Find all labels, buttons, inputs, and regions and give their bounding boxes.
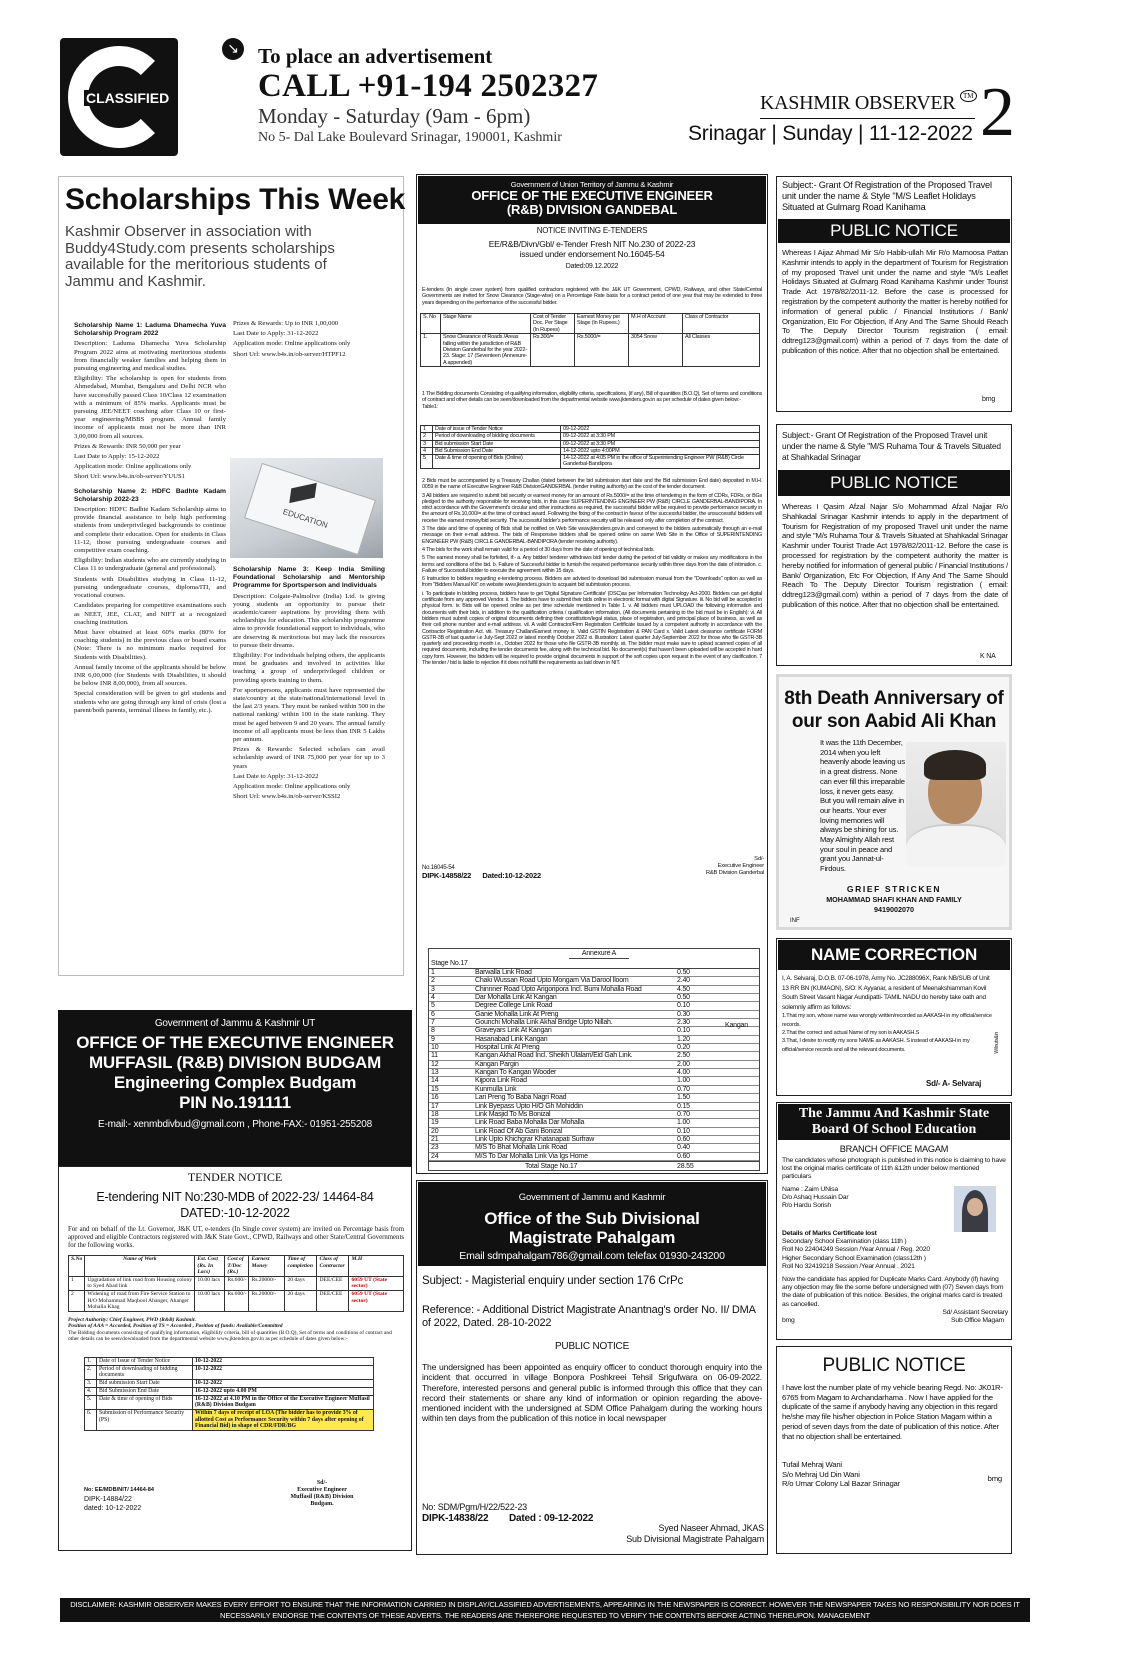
- gandebal-dates-table: [420, 425, 760, 469]
- masthead: [760, 92, 980, 114]
- annexure-row: 20 Link Road Of Ab Gani Bonizal 0.10: [429, 1128, 759, 1136]
- pahalgam-subject: Subject: - Magisterial enquiry under section 176 CrPc: [422, 1275, 684, 1287]
- scholarship-3-eligibility: Eligibility: For individuals helping others, the applicants must be graduates and involved in activities like teaching a group of underprivileged children or providing sports training to them.: [233, 652, 385, 684]
- th-mh: M.H: [349, 1256, 404, 1277]
- budgam-nit: E-tendering NIT No:230-MDB of 2022-23/ 14464-84: [96, 1190, 374, 1204]
- th-time: Time of completion: [285, 1256, 317, 1277]
- pn3-body: I have lost the number plate of my vehicle bearing Regd. No: JK01R- 6765 from Magam to Archandarhama . Now I have applied for the duplicate of the same if anybody having any objection in this regard he/she may file his/her objection in Police Station Magam within a period of seven days from the date of publication of this notice. After that no objection shall be entertained.: [782, 1383, 1003, 1441]
- annexure-row: 9 Hasanabad Link Kangan 1.20: [429, 1036, 759, 1044]
- pahalgam-body: The undersigned has been appointed as enquiry officer to conduct thorough enquiry into the incident that occurred in village Bonpora Poshkreei Tehsil Srigufwara on 06-09-2022. Therefore, interested persons and general public is informed through this office that they can record their statements or share any kind of information or opinion regarding the above-mentioned incident with the undersigned at SDM Office Pahalgam during the working hours within ten days from the publication of this notice in local newspaper: [422, 1362, 762, 1424]
- jkbose-title: The Jammu And Kashmir State Board Of School Education: [778, 1104, 1010, 1140]
- public-notice-3: [776, 1346, 1012, 1554]
- pn2-title: PUBLIC NOTICE: [778, 470, 1010, 496]
- office-address: No 5- Dal Lake Boulevard Srinagar, 190001, Kashmir: [258, 130, 562, 145]
- scholarship-1-eligibility: Eligibility: The scholarship is open for students from Ahmedabad, Mumbai, Bengaluru and Delhi NCR who have successfully passed Class 10/Class 12 examination with a minimum of 85% marks. Applicants must be pursuing JEE/NEET coaching after Class 10 or first-year engineering/MBBS program. Annual family income of applicants must not be more than INR 3,00,000 from all sources.: [74, 375, 226, 440]
- pn1-subject: Subject:- Grant Of Registration of the Proposed Travel unit under the name & Style "M/S Leaflet Holidays Situated at Gulmarg Road Kanihama: [782, 180, 992, 212]
- scholarship-3-mode: Application mode: Online applications only: [233, 783, 351, 791]
- pn2-subject: Subject:- Grant Of Registration of the Proposed Travel unit under the name & Style "M/S Ruhama Tour & Travels Situated at Shahkadal Srinagar: [782, 430, 1001, 462]
- grief-phone: 9419002070: [874, 905, 914, 914]
- arrow-icon: ↘: [222, 38, 244, 60]
- table-row: 1. Snow Clearance of Roads /Areas falling within the jurisdiction of R&B Division Ganderbal for the year 2022-23. Stage: 17 (Seventeen (Annexure-A appended) Rs.300/= Rs.5000/= 3054 Snow All Classes: [421, 334, 760, 367]
- scholarship-2-prize: Prizes & Rewards: Up to INR 1,00,000: [233, 320, 339, 327]
- budgam-authority: Project Authority: Chief Engineer, PWD (R&B) Kashmir. Position of AAA = Accorded, Position of TS = Accorded , Position of funds: Available/Committed The Bidding documents consisting of qualifying information, eligibility criteria, bill of quantities (B.O.Q), Set of terms and conditions of contract and other details can be seen/downloaded from the departmental website www.jktenders.gov.in as per schedule of dates given below:-: [68, 1317, 392, 1342]
- name-correction-title: NAME CORRECTION: [778, 940, 1010, 970]
- education-label: EDUCATION: [281, 507, 329, 530]
- annexure-area: Kangan: [725, 1022, 748, 1029]
- table-row: 2 Widening of road from Fire Service Station to H/O Mohammad Maqbool Ahanger, Ahanger Mohalla Khag 10.00 lacs Rs.600/- Rs.20000/- 20 days DEE/CEE 6059 UT (State sector): [69, 1290, 404, 1311]
- jkbose-branch: BRANCH OFFICE MAGAM: [839, 1144, 949, 1154]
- budgam-refs: No: EE/MDB/NIT/ 14464-84 DIPK-14884/22 dated: 10-12-2022: [84, 1487, 154, 1512]
- budgam-gov: Government of Jammu & Kashmir UT: [154, 1018, 316, 1029]
- table-row: 4. Bid Submission End Date 16-12-2022 upto 4.00 PM: [85, 1387, 374, 1395]
- gandebal-paras: 2 Bids must be accompanied by a Treasury Challan (dated between the bid submission start date and the Bid submission End date) deposited in M.H. 0059 in the name of Executive Engineer R&B DivisionGANDERBAL (tender inviting authority) as the cost of the tender document. 3 All bidders are required to submit bid security or earnest money for an amount of Rs.5000/= at the time of tendering in the form of CDRs, FDRs, or BGs pledged to the authority responsible for receiving bids, in this case SUPERINTENDING ENGINEER PW (R&B) CIRCLE GANDERBAL-BANDIPORA. In strict accordance with the Government's circular and other instructions as required, the successful bidder will be required to provide performance security in the amount of Rs.10,000/= at the time of contract award. Following the fixing of the contract in favour of the successful bidder, the unsuccessful bidders will receive the earnest money/bid security. The successful bidder's performance security will be released only after completion of the contract. 3 The date and time of opening of Bids shall be notified on Web Site www.jktenders.gov.in and conveyed to the bidders automatically through an e-mail message on their e-mail address. The bids of Responsive bidders shall be opened online on same Web Site in the Office of SUPERINTENDING ENGINEER PW (R&B) CIRCLE GANDERBAL-BANDIPORA (tender receiving authority). 4 The bids for the work shall remain valid for a period of 30 days from the date of opening of technical bids. 5 The earnest money shall be forfeited, if:- a. Any bidder/ tenderer withdraws bid/ tender during the period of bid validity or makes any modifications in the terms and conditions of the bid. b. Failure of Successful bidder to furnish the required performance security within three days from the date of intimation. c. Failure of Successful bidder to execute the agreement within 15 days. 6 Instruction to bidders regarding e-tendering process. Bidders are advised to download bid submission manual from the "Downloads" option as well as from "Bidders Manual Kit" on website www.jktenders.gov.in to acquaint bid submission process. i. To participate in bidding process, bidders have to get 'Digital Signature Certificate' (DSC)as per Information Technology Act-2000. Bidders can get digital certificate from any approved Vendor. ii. The bidders have to submit their bids online in electronic format with digital Signature. iii. No bid will be accepted in physical form. iv. Bids will be opened online as per time schedule mentioned in Table 1. v. All bidders must UPLOAD the following information and documents with their bids, in addition to the qualification criteria / qualification information, (All documents pertaining to the bid must be in English): vi. All bidders must submit copies of original documents defining their constitution/legal status, place of registration, and principal place of business, as well as their cell phone number and e-mail address. vii. A valid Contractor/Firm Registration Certificate issued by a competent authority in accordance with the Contractor Registration Act. viii. Treasury Challan/Earnest money ix. Valid GSTIN Registration & PAN Card x. Valid Latest clearance certificate FORM GSTR-3B of last quarter i.e July-Sept 2022 or latest monthly October 2022 xi. Illustration: Latest quarter July-September 2022 for those who file GSTR-3B quarterly and proceeding month i.e., October 2022 for those who file GSTR-3B monthly. xii. The bidder must make sure to upload scanned copies of all required documents, including the tender documents fee, along with the technical bid. No document(s) that haven't been uploaded will be accepted in hard copy form. However, the bidders will be required to provide original documents in support of the soft copies upon request in the event of any clarification. 7 The tender / bid is liable to rejection if it does not fulfill the requirements as laid down in NIT.: [422, 478, 762, 667]
- th-class: Class of Contractor: [317, 1256, 349, 1277]
- paper-name: KASHMIR OBSERVER: [760, 92, 956, 114]
- grief-stricken: GRIEF STRICKEN: [846, 884, 942, 894]
- annexure-row: 19 Link Road Baba Mohalla Dar Mohalla 1.00: [429, 1119, 759, 1127]
- jkbose-candidate: Name : Zaim UNisa D/o Ashaq Hussain Dar R/o Hardu Sorish: [782, 1186, 849, 1210]
- scholarship-2-income: Annual family income of the applicants should be below INR 6,00,000 (for Students with Disabilities, it should be below INR 8,00,000), from all sources.: [74, 663, 226, 688]
- pahalgam-signature: Syed Naseer Ahmad, JKAS Sub Divisional Magistrate Pahalgam: [626, 1523, 764, 1544]
- scholarship-column-2a: [233, 320, 385, 361]
- jkbose-body: Now the candidate has applied for Duplicate Marks Card. Anybody (if) having any objection may file the some before undersigned with (07) Seven days from the date of publication of this notice. Besides, the original marks card is treated as cancelled.: [782, 1276, 1004, 1308]
- table-row: 2 Period of downloading of bidding documents 09-12-2022 at 3:30 PM: [421, 433, 760, 440]
- annexure-row: 6 Ganie Mohalla Link At Preng 0.30: [429, 1011, 759, 1019]
- table-row: 3. Bid submission Start Date 10-12-2022: [85, 1380, 374, 1388]
- grief-family: MOHAMMAD SHAFI KHAN AND FAMILY: [826, 895, 962, 904]
- annexure-row: 1 Barwalla Link Road 0.50: [429, 969, 759, 977]
- annexure-row: 21 Link Upto Khichgrar Khatanapati Surfraw 0.60: [429, 1136, 759, 1144]
- jkbose-intro: The candidates whose photograph is published in this notice is claiming to have lost the original marks certificate of 11th &12th under below mentioned particulars: [782, 1157, 1006, 1181]
- call-number: CALL +91-194 2502327: [258, 68, 599, 104]
- page-number: 2: [980, 74, 1015, 151]
- budgam-signature: Sd/- Executive Engineer Muffasil (R&B) Division Budgam.: [290, 1480, 354, 1507]
- th-work: Name of Work: [85, 1256, 195, 1277]
- pahalgam-refs: No: SDM/Pgm/H/22/522-23 DIPK-14838/22 Dated : 09-12-2022: [422, 1502, 594, 1524]
- annexure-rows: [429, 969, 759, 1161]
- name-correction-signature: Sd/- A- Selvaraj: [926, 1079, 982, 1088]
- pn1-tag: bmg: [982, 396, 996, 403]
- annexure-row: 18 Link Masjid To Ms Bonizal 0.70: [429, 1111, 759, 1119]
- dateline: Srinagar | Sunday | 11-12-2022: [688, 122, 973, 145]
- annexure-stage: Stage No.17: [429, 959, 759, 969]
- scholarship-1-url[interactable]: Short Url: www.b4s.in/ob-server/YUUS1: [74, 473, 186, 481]
- pn1-body: Whereas I Aijaz Ahmad Mir S/o Habib-ullah Mir R/o Mamoosa Pattan Kashmir intends to apply in the department of Tourism for Registration of my proposed Travel unit under the name and style "M/s Leaflet Holidays Situated at Gulmarg Road Kanihama Kashmir under Tourist Trade Act 1978/82/2011-12. Before the case is processed for registration by the competent authority the matter is hereby notified for information of general public / Financial Institutions / Bank/ Organization, Etc For Objection, If Any And The Same Should Reach To The Deputy Director Tourism registration ( email: ddtreg123@gmail.com) within a period of 7 days from the date of publication of this notice. After that no objection shall be entertained.: [782, 248, 1008, 355]
- annexure-row: 12 Kangan Pargin 2.00: [429, 1061, 759, 1069]
- pahalgam-header: Government of Jammu and Kashmir Office of the Sub Divisional Magistrate Pahalgam: [418, 1182, 766, 1266]
- annexure-row: 15 Kunmulla Link 0.70: [429, 1086, 759, 1094]
- annexure-row: 8 Graveyars Link At Kangan 0.10: [429, 1027, 759, 1035]
- table-row: 5. Date & time of opening of Bids 16-12-2022 at 4.10 PM in the Office of the Executive Engineer Muffasil (R&B) Division Budgam: [85, 1395, 374, 1409]
- gandebal-titles: NOTICE INVITING E-TENDERS EE/R&B/Divn/Gbl/ e-Tender Fresh NIT No.230 of 2022-23 issued under endorsement No.16045-54 Dated:09.12.2022: [488, 226, 696, 270]
- pahalgam-reference: Reference: - Additional District Magistrate Anantnag's order No. II/ DMA of 2022, Dated. 28-10-2022: [422, 1304, 756, 1329]
- portrait-photo: [906, 742, 1006, 866]
- table-row: 5 Date & time of opening of Bids (Online) 14-12-2022 at 4:05 PM in the office of Superintending Engineer PW (R&B) Circle Ganderbal-Bandipora: [421, 455, 760, 469]
- annexure-row: 7 Gounchi Mohalla Link Akhal Bridge Upto Nillah. 2.30: [429, 1019, 759, 1027]
- table-row: 6. Submission of Performance Security (PS) Within 7 days of receipt of LOA (The bidder has to provide 3% of allotted Cost as Performance Security within 7 days after opening of Financial Bid) in shape of CDR/FDR/BG: [85, 1409, 374, 1430]
- disclaimer: DISCLAIMER: KASHMIR OBSERVER MAKES EVERY EFFORT TO ENSURE THAT THE INFORMATION CARRIED IN DISPLAY/CLASSIFIED ADVERTISEMENTS, APPEARING IN THE NEWSPAPER IS CORRECT. HOWEVER THE NEWSPAPER TAKES NO RESPONSIBILITY NOR DOES IT NECESSARILY ENDORSE THE CONTENTS OF THESE ADVERTS. THE READERS ARE THEREFORE REQUESTED TO VERIFY THE CONTENTS BEFORE ACTING THEREUPON. MANAGEMENT: [60, 1598, 1030, 1622]
- annexure-row: 23 M/S To Bhat Mohalla Link Road 0.40: [429, 1144, 759, 1152]
- scholarship-2-disabilities: Students with Disabilities studying in Class 11-12, pursuing undergraduate courses, diploma/ITI, and vocational courses.: [74, 575, 226, 600]
- scholarship-3-title: Scholarship Name 3: Keep India Smiling Foundational Scholarship and Mentorship Programme for Sportsperson and Individuals: [233, 566, 385, 590]
- scholarships-intro: Kashmir Observer in association with Buddy4Study.com presents scholarships available for the meritorious students of Jammu and Kashmir.: [65, 223, 335, 290]
- scholarship-2-eligibility: Eligibility: Indian students who are currently studying in Class 11 to undergraduate (general and professional).: [74, 557, 226, 573]
- table-row: 1. Date of Issue of Tender Notice 10-12-2022: [85, 1358, 374, 1366]
- scholarship-column-2b: [233, 566, 385, 803]
- annexure-total: Total Stage No.17 28.55: [429, 1161, 759, 1170]
- death-tag: INF: [790, 918, 800, 924]
- annexure-row: 14 Kijpora Link Road 1.00: [429, 1077, 759, 1085]
- scholarship-2-date: Last Date to Apply: 31-12-2022: [233, 330, 319, 338]
- annexure-row: 17 Link Byepass Upto H/O Gh Mohiddin 0.15: [429, 1103, 759, 1111]
- table-row: 4 Bid Submission End Date 14-12-2022 upto 4:00PM: [421, 447, 760, 454]
- candidate-photo: [954, 1186, 996, 1232]
- name-correction-side: Wilnuts&in: [994, 1032, 1000, 1054]
- scholarship-1-date: Last Date to Apply: 15-12-2022: [74, 453, 160, 461]
- gandebal-header: Government of Union Territory of Jammu & Kashmir OFFICE OF THE EXECUTIVE ENGINEER (R&B) DIVISION GANDEBAL: [418, 176, 766, 224]
- pn3-title: PUBLIC NOTICE: [822, 1355, 966, 1376]
- pahalgam-public: PUBLIC NOTICE: [554, 1341, 630, 1352]
- trademark: TM: [960, 90, 977, 102]
- scholarship-2-competitive: Candidates preparing for competitive examinations such as NEET, JEE, CLAT, and NIFT at a recognized coaching institution.: [74, 602, 226, 626]
- budgam-pin: PIN No.191111: [179, 1093, 291, 1112]
- scholarship-3-prize: Prizes & Rewards: Selected scholars can avail scholarship award of INR 75,000 per year for up to 3 years: [233, 746, 385, 770]
- budgam-header: [58, 1010, 412, 1166]
- annexure-row: 16 Lari Preng To Baba Nagri Road 1.50: [429, 1094, 759, 1102]
- budgam-dates-table: [84, 1357, 374, 1431]
- scholarship-2-marks: Must have obtained at least 60% marks (80% for coaching students) in the previous class or board exams (Note: There is no minimum marks required for Students with Disabilities).: [74, 628, 226, 661]
- pn3-names: Tufail Mehraj Wani S/o Mehraj Ud Din Wani bmg R/o Umar Colony Lal Bazar Srinagar: [782, 1460, 1002, 1489]
- gandebal-intro: E-tenders (In single cover system) from qualified contractors registered with the J&K UT Government, CPWD, Railways, and other State/Central Governments are invited for Snow Clearance (Stage-wise) on a Percentage Rate basis for a contract period of one year that may be extended to three years depending on the performance of the successful bidder.: [422, 287, 762, 306]
- scholarship-1-prize: Prizes & Rewards: INR 50,000 per year: [74, 442, 181, 450]
- scholarship-2-mode: Application mode: Online applications only: [233, 340, 351, 348]
- annexure-row: 13 Kangan To Kangan Wooder 4.00: [429, 1069, 759, 1077]
- budgam-works-table: [68, 1255, 404, 1312]
- scholarship-2-desc: Description: HDFC Badhte Kadam Scholarship aims to provide financial assistance to help high performing students from underprivileged backgrounds to continue and complete their education. Open for students in Class 11-12, those pursuing undergraduate courses and competitive exam coaching.: [74, 506, 226, 555]
- th-earnest: Earnest Money: [249, 1256, 285, 1277]
- annexure-row: 11 Kangan Akhal Road Incl. Sheikh Ulalam/Eid Gah Link. 2.50: [429, 1052, 759, 1060]
- annexure-panel: [428, 948, 760, 1171]
- budgam-office-2: MUFFASIL (R&B) DIVISION BUDGAM: [88, 1053, 382, 1072]
- table-row: 2. Period of downloading of bidding documents 10-12-2022: [85, 1365, 374, 1379]
- office-hours: Monday - Saturday (9am - 6pm): [258, 104, 531, 128]
- scholarship-2-special: Special consideration will be given to girl students and students who are going through any kind of crisis (lost a parent/both parents, terminal illness in family, etc.).: [74, 690, 226, 714]
- annexure-row: 10 Hospital Link At Preng 0.20: [429, 1044, 759, 1052]
- gandebal-para-1: 1 The Bidding documents Consisting of qualifying information, eligibility criteria, specifications, (if any), Bill of quantities (B.O.Q), Set of terms and conditions of contract and other details can be seen/downloaded from the departmental website www.jktenders.gov.in as per schedule of dates given below:- Table1:: [422, 391, 762, 410]
- scholarship-3-url[interactable]: Short Url: www.b4s.in/ob-server/KSSI2: [233, 793, 341, 801]
- pn2-body: Whereas I Qasim Afzal Najar S/o Mohammad Afzal Najjar R/o Shahkadal Srinagar Kashmir intends to apply in the department of Tourism for Registration of my proposed Travel unit under the name and style "M/s Ruhama Tour & Travels Situated at Shahkadal Srinagar Kashmir under Tourist Trade Act 1978/82/2011-12. Before the case is processed for registration by the competent authority the matter is hereby notified for information of general public / Financial Institutions / Bank/ Organization, Etc For Objection, If Any And The Same Should Reach To The Deputy Director Tourism registration ( email: ddtreg123@gmail.com) within a period of 7 days from the date of publication of this notice. After that no objection shall be entertained.: [782, 502, 1008, 609]
- scholarship-3-desc: Description: Colgate-Palmolive (India) Ltd. is giving young students an opportunity to pursue their academic/career aspirations by providing them with scholarships for education. This scholarship programme aims to provide foundational support to individuals, who are deserving & meritorious but may lack the resources to pursue their dreams.: [233, 592, 385, 649]
- classified-label: CLASSIFIED: [86, 90, 170, 106]
- death-title-2: our son Aabid Ali Khan: [791, 711, 997, 732]
- scholarship-2-title: Scholarship Name 2: HDFC Badhte Kadam Scholarship 2022-23: [74, 487, 226, 503]
- gandebal-stage-table: S. No Stage Name Cost of Tender Doc. Per Stage (In Rupees) Earnest Money per Stage (In Rupees.) M.H of Account Class of Contractor 1. Snow Clearance of Roads /Areas falling within the jurisdiction of R&B Division Ganderbal for the year 2022-23. Stage: 17 (Seventeen (Annexure-A appended) Rs.300/= Rs.5000/= 3054 Snow All Classes: [420, 313, 760, 367]
- place-ad-text: To place an advertisement: [258, 44, 493, 68]
- th-sno: S.No: [69, 1256, 85, 1277]
- pahalgam-email[interactable]: Email sdmpahalgam786@gmail.com telefax 01930-243200: [459, 1250, 725, 1262]
- th-tdoc: Cost of T/Doc (Rs.): [225, 1256, 249, 1277]
- scholarship-2-url[interactable]: Short Url: www.b4s.in/ob-server/HTPF12: [233, 350, 346, 358]
- name-correction-body: I, A. Selvaraj, D.O.B. 07-06-1978, Army No. JC288096X, Rank NB/SUB of Unit 13 RR BN (KUMAON), S/O: K Ayyanar, a resident of Meenakshiamman Kovil South Street Vasant Nagar Aundipatti- TAMIL NADU do hereby take oath and solemnly affirm as follows: 1.That my son, whose name was wrongly written/recorded as AAKASH in my official/service records. 2.That the correct and actual Name of my son is AAKASH.S 3.That, I desire to rectify my sons NAME as AAKASH. S instead of AAKASH in my official/service records and all the relevant documents.: [782, 975, 992, 1053]
- pn2-tag: K NA: [980, 653, 996, 660]
- scholarship-column-1: [74, 322, 226, 717]
- annexure-row: 3 Chinnner Road Upto Arigoripora Incl. Bumi Mohalla Road 4.50: [429, 986, 759, 994]
- th-cost: Est. Cost (Rs. In Lacs): [195, 1256, 225, 1277]
- budgam-tender-title: TENDER NOTICE: [187, 1170, 283, 1184]
- pn1-title: PUBLIC NOTICE: [778, 219, 1010, 243]
- gandebal-signature: Sd/- Executive Engineer R&B Division Ganderbal: [705, 856, 764, 876]
- budgam-email[interactable]: E-mail:- xenmbdivbud@gmail.com , Phone-FAX:- 01951-255208: [98, 1119, 372, 1130]
- death-body: It was the 11th December, 2014 when you left heavenly abode leaving us in a great distress. None can ever fill this irreparable loss, it never gets easy. But you will remain alive in our hearts. Your ever loving memories will always be shining for us. May Almighty Allah rest your soul in peace and grant you Jannat-ul-Firdous.: [820, 738, 905, 874]
- death-title-1: 8th Death Anniversary of: [784, 688, 1004, 709]
- annexure-row: 5 Degree College Link Road 0.10: [429, 1002, 759, 1010]
- budgam-intro: For and on behalf of the Lt. Governor, J&K UT, e-tenders (In Single cover system) are invited on Percentage basis from approved and eligible Contractors registered with J&K State Govt., CPWD, Railways and other State/Central Governments for the following works.: [68, 1226, 404, 1250]
- scholarships-title: Scholarships This Week: [65, 183, 406, 216]
- education-keyboard-image: [230, 458, 383, 558]
- annexure-row: 4 Dar Mohalla Link At Kangan 0.50: [429, 994, 759, 1002]
- scholarship-3-sports: For sportspersons, applicants must have represented the state/country at the state/national/international level in the last 2/3 years. They must be ranked within 500 in the national ranking/ within 100 in the state ranking. They must be aged between 9 and 20 years. The annual family income of all applicants must be less than INR 5 Lakhs per annum.: [233, 686, 385, 744]
- annexure-row: 2 Chaki Wussan Road Upto Mongam Via Darool lloom 2.40: [429, 977, 759, 985]
- budgam-office-3: Engineering Complex Budgam: [113, 1073, 357, 1092]
- table-row: 1 Upgradation of link road from Housing colony to Syed Abad link 10.00 lacs Rs.600/- Rs.20000/- 20 days DEE/CEE 6059 UT (State sector): [69, 1276, 404, 1290]
- budgam-dated: DATED:-10-12-2022: [180, 1206, 290, 1220]
- jkbose-details: Details of Marks Certificate lost Secondary School Examination (class 11th ) Roll No 22404249 Session /Year Annual / Reg. 2020 Higher Secondary School Examination (class12th ) Roll No 32419218 Session /Year Annual . 2021: [782, 1230, 930, 1270]
- jkbose-signature: Sd/ Assistant Secretary bmg Sub Office Magam: [782, 1309, 1008, 1325]
- scholarship-1-mode: Application mode: Online applications only: [74, 463, 192, 471]
- classified-logo: [60, 38, 178, 156]
- scholarship-3-date: Last Date to Apply: 31-12-2022: [233, 772, 319, 780]
- scholarship-1-desc: Description: Laduma Dhamecha Yuva Scholarship Program 2022 aims at motivating meritorious students from financially weaker families and helping them in pursuing engineering and medical studies.: [74, 340, 226, 373]
- gandebal-refs: No.16045-54 DIPK-14858/22 Dated:10-12-2022: [422, 865, 541, 880]
- table-row: 1 Date of issue of Tender Notice 09-12-2022: [421, 426, 760, 433]
- table-row: 3 Bid submission Start Date 09-12-2022 at 3:30 PM: [421, 440, 760, 447]
- annexure-row: 24 M/S To Dar Mohalla Link Via Igs Home 0.60: [429, 1153, 759, 1161]
- budgam-office-1: OFFICE OF THE EXECUTIVE ENGINEER: [76, 1033, 394, 1052]
- scholarship-1-title: Scholarship Name 1: Laduma Dhamecha Yuva Scholarship Program 2022: [74, 322, 226, 338]
- annexure-title: Annexure A: [569, 949, 629, 959]
